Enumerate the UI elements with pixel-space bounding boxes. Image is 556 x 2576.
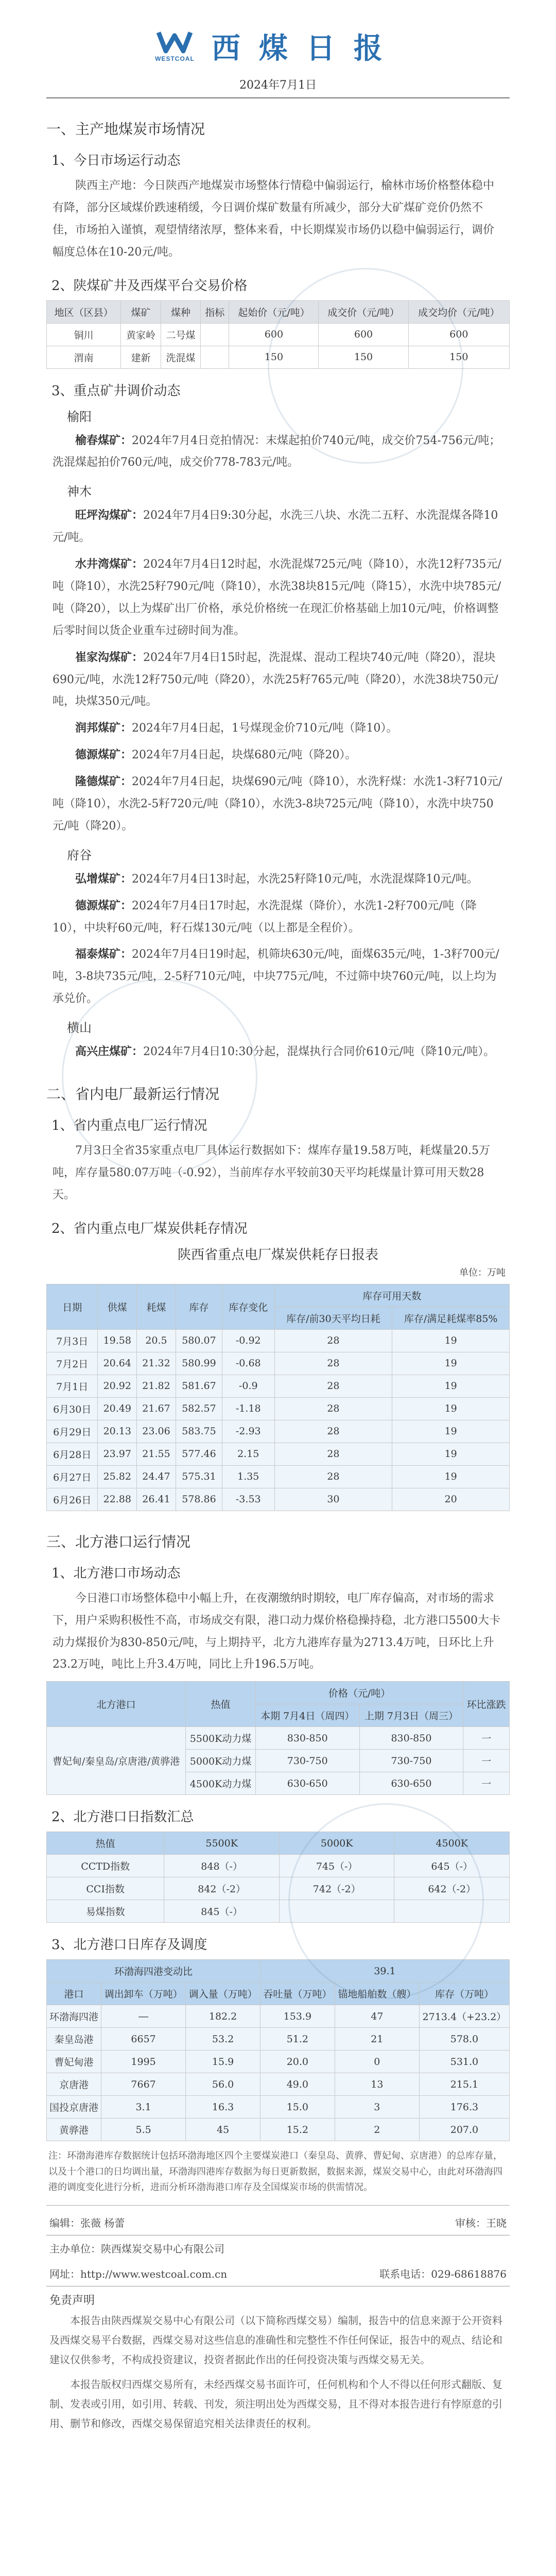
mine-name: 旺坪沟煤矿：	[75, 509, 144, 522]
table-cell: 洗混煤	[161, 346, 200, 368]
table-row	[47, 1329, 510, 1352]
table-cell: 6657	[101, 2028, 186, 2050]
table-cell: 22.88	[98, 1488, 137, 1511]
table-cell: 20	[392, 1488, 510, 1511]
table-header: 5500K	[164, 1832, 280, 1855]
table-header: 4500K	[394, 1832, 510, 1855]
table-cell: 5000K动力煤	[186, 1750, 256, 1772]
table-header: 热值	[47, 1832, 164, 1855]
table-header: 环渤海四港变动比	[47, 1960, 260, 1982]
mine-update	[53, 943, 503, 1010]
table-cell: 一	[463, 1727, 510, 1750]
table-row	[47, 2028, 510, 2050]
section-title: 二、省内电厂最新运行情况	[46, 1086, 220, 1103]
subsection-title: 1、省内重点电厂运行情况	[51, 1118, 207, 1134]
mine-update	[53, 1041, 503, 1063]
mine-name: 弘增煤矿：	[75, 872, 132, 886]
westcoal-logo	[155, 30, 195, 62]
mine-update	[53, 553, 503, 642]
table-row	[47, 2096, 510, 2119]
table-cell: 19	[392, 1352, 510, 1375]
table-cell: 842（-2）	[164, 1877, 280, 1900]
mine-detail: 2024年7月4日12时起，水洗混煤725元/吨（降10），水洗12籽735元/吨（降10），水洗25籽790元/吨（降10），水洗38块815元/吨（降15），水洗中块785元/吨（降20），以上为煤矿出厂价格，承兑价格统一在现汇价格基础上加10元/吨，价格调整后零时间以货企业重车过磅时间为准。	[53, 558, 501, 637]
region-heading: 神木	[67, 484, 92, 499]
table-cell: 渭南	[47, 346, 121, 368]
table-header-row	[47, 1982, 510, 2005]
table-cell: 21.67	[137, 1397, 176, 1420]
table-header: 价格（元/吨）	[255, 1682, 463, 1704]
table-cell: 600	[408, 323, 509, 346]
table-cell: 51.2	[260, 2028, 335, 2050]
table-cell: 21.32	[137, 1352, 176, 1375]
table-header: 库存	[176, 1284, 222, 1329]
table-header-row	[47, 1960, 510, 1982]
table-cell: 7月3日	[47, 1329, 98, 1352]
table-cell: 一	[463, 1772, 510, 1795]
table-cell: 环渤海四港	[47, 2005, 101, 2028]
mine-name: 榆春煤矿：	[75, 433, 132, 447]
subsection-title: 3、北方港口日库存及调度	[51, 1937, 207, 1953]
table-cell: 1995	[101, 2050, 186, 2073]
table-cell: 56.0	[186, 2073, 260, 2096]
mine-update	[53, 744, 503, 767]
table-cell: 28	[274, 1329, 392, 1352]
table-cell: 2.15	[222, 1443, 275, 1465]
disclaimer-title: 免责声明	[49, 2294, 95, 2308]
mine-update	[53, 771, 503, 838]
table-cell: 19	[392, 1465, 510, 1488]
table-header: 39.1	[260, 1960, 509, 1982]
table-cell: 19	[392, 1443, 510, 1465]
table-cell	[201, 346, 229, 368]
mine-price-table	[46, 300, 510, 369]
subsection-title: 1、今日市场运行动态	[51, 153, 181, 168]
table-cell: 秦皇岛港	[47, 2028, 101, 2050]
table-cell: 25.82	[98, 1465, 137, 1488]
port-index-table	[46, 1832, 510, 1923]
table-cell: 易煤指数	[47, 1900, 164, 1923]
table-cell: 7月2日	[47, 1352, 98, 1375]
table-cell: -1.18	[222, 1397, 275, 1420]
port-inventory-table	[46, 1959, 510, 2141]
table-cell: 630-650	[359, 1772, 463, 1795]
table-row	[47, 1855, 510, 1877]
table-cell: 23.06	[137, 1420, 176, 1443]
phone-text: 联系电话：029-68618876	[379, 2268, 507, 2281]
table-cell: CCI指数	[47, 1877, 164, 1900]
table-cell: 6月29日	[47, 1420, 98, 1443]
table-cell: 2713.4（+23.2）	[419, 2005, 509, 2028]
table-cell: 600	[229, 323, 319, 346]
table-header: 锚地船舶数（艘）	[335, 1982, 419, 2005]
table-cell	[394, 1900, 510, 1923]
table-cell	[201, 323, 229, 346]
port-price-table	[46, 1681, 510, 1795]
table-cell: 176.3	[419, 2096, 509, 2119]
table-header: 成交价（元/吨）	[319, 300, 408, 323]
subsection-title: 1、北方港口市场动态	[51, 1565, 181, 1581]
table-header: 起始价（元/吨）	[229, 300, 319, 323]
disclaimer-text: 本报告由陕西煤炭交易中心有限公司（以下简称西煤交易）编制，报告中的信息来源于公开资料及西煤交易平台数据，西煤交易对这些信息的准确性和完整性不作任何保证，报告中的观点、结论和建议仅供参考，不构成投资建议，投资者据此作出的任何投资决策与西煤交易无关。	[49, 2314, 502, 2366]
mine-update	[53, 647, 503, 714]
table-cell: 19	[392, 1397, 510, 1420]
table-header: 煤矿	[121, 300, 161, 323]
table-cell: 21.55	[137, 1443, 176, 1465]
table-row	[47, 1465, 510, 1488]
table-cell: -0.92	[222, 1329, 275, 1352]
table-cell: 20.64	[98, 1352, 137, 1375]
table-cell: 15.0	[260, 2096, 335, 2119]
table-cell: 150	[408, 346, 509, 368]
table-cell: 577.46	[176, 1443, 222, 1465]
mine-detail: 2024年7月4日15时起，洗混煤、混动工程块740元/吨（降20），混块690元/吨，水洗12籽750元/吨（降20），水洗25籽765元/吨（降20），水洗38块750元/吨，块煤350元/吨。	[53, 651, 498, 708]
table-cell: 642（-2）	[394, 1877, 510, 1900]
table-cell: 745（-）	[279, 1855, 394, 1877]
table-cell: 830-850	[359, 1727, 463, 1750]
table-cell: 曹妃甸/秦皇岛/京唐港/黄骅港	[47, 1727, 186, 1795]
table-cell: 26.41	[137, 1488, 176, 1511]
paragraph: 陕西主产地：今日陕西产地煤炭市场整体行情稳中偏弱运行，榆林市场价格整体稳中有降，部分区域煤价跌速稍缓，今日调价煤矿数量有所减少，部分大矿煤矿竞价仍然不佳，市场拍入谨慎，观望情绪浓厚，整体来看，中长期煤炭市场仍以稳中偏弱运行，调价幅度总体在10-20元/吨。	[53, 179, 495, 259]
table-cell: 京唐港	[47, 2073, 101, 2096]
table-row	[47, 1420, 510, 1443]
table-cell: 一	[463, 1750, 510, 1772]
table-row	[47, 1877, 510, 1900]
table-header: 煤种	[161, 300, 200, 323]
table-cell: -3.53	[222, 1488, 275, 1511]
table-cell: 580.07	[176, 1329, 222, 1352]
table-row	[47, 1375, 510, 1397]
table-cell: 645（-）	[394, 1855, 510, 1877]
table-header: 成交均价（元/吨）	[408, 300, 509, 323]
table-title: 陕西省重点电厂煤炭供耗存日报表	[177, 1247, 378, 1263]
subsection-title: 2、陕煤矿井及西煤平台交易价格	[51, 278, 248, 294]
table-cell: -0.68	[222, 1352, 275, 1375]
mine-detail: 2024年7月4日9:30分起，水洗三八块、水洗二五籽、水洗混煤各降10元/吨。	[53, 509, 498, 545]
mine-name: 德源煤矿：	[75, 748, 132, 762]
table-header: 库存变化	[222, 1284, 275, 1329]
table-cell: 6月28日	[47, 1443, 98, 1465]
table-cell: 150	[229, 346, 319, 368]
mine-detail: 2024年7月4日10:30分起，混煤执行合同价610元/吨（降10元/吨）。	[143, 1045, 495, 1059]
mine-detail: 2024年7月4日起，块煤680元/吨（降20）。	[132, 749, 357, 762]
table-cell: 铜川	[47, 323, 121, 346]
table-cell: 53.2	[186, 2028, 260, 2050]
mine-detail: 2024年7月4日起，块煤690元/吨（降10），水洗籽煤：水洗1-3籽710元/吨（降10），水洗2-5籽720元/吨（降10），水洗3-8块725元/吨（降10），水洗中块750元/吨（降20）。	[53, 775, 502, 833]
table-cell: 4500K动力煤	[186, 1772, 256, 1795]
mine-name: 润邦煤矿：	[75, 721, 132, 735]
table-cell: 28	[274, 1375, 392, 1397]
table-cell: 国投京唐港	[47, 2096, 101, 2119]
table-cell: 153.9	[260, 2005, 335, 2028]
table-header: 环比涨跌	[463, 1682, 510, 1727]
table-row	[47, 323, 510, 346]
table-cell: 28	[274, 1352, 392, 1375]
table-cell: 13	[335, 2073, 419, 2096]
mine-name: 德源煤矿：	[75, 899, 132, 912]
table-header: 5000K	[279, 1832, 394, 1855]
mine-update	[53, 868, 503, 891]
table-header: 库存可用天数	[274, 1284, 509, 1307]
table-cell: 150	[319, 346, 408, 368]
table-cell: 19	[392, 1375, 510, 1397]
region-heading: 横山	[67, 1021, 92, 1036]
table-header-row	[47, 300, 510, 323]
section-title: 一、主产地煤炭市场情况	[46, 121, 205, 138]
table-cell: 5.5	[101, 2119, 186, 2141]
table-header: 库存（万吨）	[419, 1982, 509, 2005]
footer-editors	[46, 2210, 510, 2235]
mine-update	[53, 430, 503, 474]
subsection-title: 3、重点矿井调价动态	[51, 383, 181, 399]
table-header: 库存/前30天平均日耗	[274, 1307, 392, 1329]
masthead-title: 西煤日报	[211, 31, 401, 65]
table-cell: 21.82	[137, 1375, 176, 1397]
table-row	[47, 1443, 510, 1465]
table-cell: 581.67	[176, 1375, 222, 1397]
editor-credit: 编辑：张薇 杨蕾	[49, 2217, 125, 2230]
table-cell: 582.57	[176, 1397, 222, 1420]
table-header: 港口	[47, 1982, 101, 2005]
table-cell: 19	[392, 1329, 510, 1352]
table-cell: ―	[101, 2005, 186, 2028]
table-cell: 2	[335, 2119, 419, 2141]
mine-name: 隆德煤矿：	[75, 775, 132, 789]
table-cell: 15.9	[186, 2050, 260, 2073]
table-cell: 7月1日	[47, 1375, 98, 1397]
website-link[interactable]: 网址：http://www.westcoal.com.cn	[49, 2268, 228, 2281]
report-header	[46, 21, 510, 98]
table-cell: 7667	[101, 2073, 186, 2096]
subsection-title: 2、省内重点电厂煤炭供耗存情况	[51, 1221, 248, 1236]
table-row	[47, 2119, 510, 2141]
table-cell: 0	[335, 2050, 419, 2073]
table-cell: 建新	[121, 346, 161, 368]
table-header: 吞吐量（万吨）	[260, 1982, 335, 2005]
logo-icon	[157, 30, 193, 54]
mine-update	[53, 717, 503, 740]
table-cell: 45	[186, 2119, 260, 2141]
table-cell: 20.13	[98, 1420, 137, 1443]
table-cell: 830-850	[255, 1727, 359, 1750]
footer-contact	[46, 2261, 510, 2286]
mine-detail: 2024年7月4日19时起，机筛块630元/吨，面煤635元/吨，1-3籽700元/吨，3-8块735元/吨，2-5籽710元/吨，中块775元/吨，不过筛中块760元/吨，以上均为承兑价。	[53, 948, 499, 1006]
table-cell: 630-650	[255, 1772, 359, 1795]
mine-detail: 2024年7月4日起，1号煤现金价710元/吨（降10）。	[132, 722, 398, 735]
table-cell: 二号煤	[161, 323, 200, 346]
table-cell: 531.0	[419, 2050, 509, 2073]
reviewer-credit: 审核：王晓	[455, 2217, 507, 2230]
footer-sponsor	[46, 2235, 510, 2261]
table-header-row	[47, 1284, 510, 1307]
table-cell: 黄家岭	[121, 323, 161, 346]
table-header: 日期	[47, 1284, 98, 1329]
table-header: 调出卸车（万吨）	[101, 1982, 186, 2005]
mine-name: 福泰煤矿：	[75, 947, 132, 961]
disclaimer-text: 本报告版权归西煤交易所有，未经西煤交易书面许可，任何机构和个人不得以任何形式翻版、复制、发表或引用，如引用、转载、刊发，须注明出处为西煤交易，且不得对本报告进行有悖原意的引用、删节和修改，西煤交易保留追究相关法律责任的权利。	[49, 2378, 502, 2430]
table-cell	[279, 1900, 394, 1923]
table-cell: 730-750	[255, 1750, 359, 1772]
table-header: 上期 7月3日（周三）	[359, 1704, 463, 1727]
table-header: 北方港口	[47, 1682, 186, 1727]
table-row	[47, 1488, 510, 1511]
table-header: 热值	[186, 1682, 256, 1727]
table-cell: 6月27日	[47, 1465, 98, 1488]
table-row	[47, 2005, 510, 2028]
table-cell: 580.99	[176, 1352, 222, 1375]
paragraph: 今日港口市场整体稳中小幅上升，在夜潮缴纳时期较，电厂库存偏高，对市场的需求下，用户采购积极性不高，市场成交有限，港口动力煤价格稳操持稳，北方港口5500大卡动力煤报价为830-850元/吨，与上期持平，北方九港库存量为2713.4万吨，日环比上升23.2万吨，吨比上升3.4万吨，同比上升196.5万吨。	[53, 1591, 500, 1671]
region-heading: 府谷	[67, 848, 92, 862]
table-cell: 583.75	[176, 1420, 222, 1443]
table-cell: 600	[319, 323, 408, 346]
table-header: 本期 7月4日（周四）	[255, 1704, 359, 1727]
footer-divider	[46, 2205, 510, 2206]
mine-name: 高兴庄煤矿：	[75, 1045, 144, 1059]
mine-detail: 2024年7月4日17时起，水洗混煤（降价），水洗1-2籽700元/吨（降10），中块籽60元/吨，籽石煤130元/吨（以上都是全程价）。	[53, 899, 477, 935]
table-cell: 24.47	[137, 1465, 176, 1488]
table-row	[47, 2050, 510, 2073]
power-plant-table	[46, 1284, 510, 1511]
mine-name: 水井湾煤矿：	[75, 557, 144, 571]
table-header: 供煤	[98, 1284, 137, 1329]
table-cell: 182.2	[186, 2005, 260, 2028]
table-cell: 23.97	[98, 1443, 137, 1465]
table-cell: 30	[274, 1488, 392, 1511]
paragraph: 7月3日全省35家重点电厂具体运行数据如下：煤库存量19.58万吨，耗煤量20.5万吨，库存量580.07万吨（-0.92），当前库存水平较前30天平均耗煤量计算可用天数28天。	[53, 1144, 490, 1201]
brand-text: WESTCOAL	[155, 55, 195, 62]
table-cell: 5500K动力煤	[186, 1727, 256, 1750]
table-cell: 16.3	[186, 2096, 260, 2119]
table-cell: 207.0	[419, 2119, 509, 2141]
table-cell: 28	[274, 1397, 392, 1420]
table-cell: 20.0	[260, 2050, 335, 2073]
subsection-title: 2、北方港口日指数汇总	[51, 1809, 194, 1825]
table-row	[47, 2073, 510, 2096]
mine-detail: 2024年7月4日竞拍情况：末煤起拍价740元/吨，成交价754-756元/吨；洗混煤起拍价760元/吨，成交价778-783元/吨。	[53, 434, 501, 469]
table-cell: 3	[335, 2096, 419, 2119]
table-cell: 848（-）	[164, 1855, 280, 1877]
table-header: 指标	[201, 300, 229, 323]
table-cell: 6月30日	[47, 1397, 98, 1420]
mine-detail: 2024年7月4日13时起，水洗25籽降10元/吨，水洗混煤降10元/吨。	[132, 872, 478, 886]
table-cell: 215.1	[419, 2073, 509, 2096]
table-cell: 28	[274, 1443, 392, 1465]
table-cell: 28	[274, 1420, 392, 1443]
table-cell: 15.2	[260, 2119, 335, 2141]
table-header-row	[47, 1832, 510, 1855]
table-cell: 730-750	[359, 1750, 463, 1772]
mine-update	[53, 895, 503, 940]
table-header-row	[47, 1682, 510, 1704]
table-cell: 曹妃甸港	[47, 2050, 101, 2073]
table-cell: 578.0	[419, 2028, 509, 2050]
mine-update	[53, 504, 503, 549]
region-heading: 榆阳	[67, 409, 92, 424]
table-cell: 845（-）	[164, 1900, 280, 1923]
table-cell: 20.5	[137, 1329, 176, 1352]
mine-name: 崔家沟煤矿：	[75, 650, 144, 664]
table-row	[47, 346, 510, 368]
table-cell: -2.93	[222, 1420, 275, 1443]
table-cell: CCTD指数	[47, 1855, 164, 1877]
table-row	[47, 1727, 510, 1750]
table-cell: 19	[392, 1420, 510, 1443]
table-cell: 578.86	[176, 1488, 222, 1511]
table-cell: 20.92	[98, 1375, 137, 1397]
section-title: 三、北方港口运行情况	[46, 1533, 191, 1550]
table-cell: 49.0	[260, 2073, 335, 2096]
table-row	[47, 1900, 510, 1923]
table-cell: 742（-2）	[279, 1877, 394, 1900]
table-header: 地区（区县）	[47, 300, 121, 323]
table-cell: 19.58	[98, 1329, 137, 1352]
table-cell: 黄骅港	[47, 2119, 101, 2141]
issue-date: 2024年7月1日	[46, 76, 510, 98]
table-header: 耗煤	[137, 1284, 176, 1329]
table-header: 库存/满足耗煤率85%	[392, 1307, 510, 1329]
table-cell: -0.9	[222, 1375, 275, 1397]
table-body	[47, 1329, 510, 1511]
table-unit: 单位：万吨	[459, 1267, 506, 1278]
table-cell: 28	[274, 1465, 392, 1488]
table-cell: 3.1	[101, 2096, 186, 2119]
table-cell: 6月26日	[47, 1488, 98, 1511]
sponsor-text: 主办单位：陕西煤炭交易中心有限公司	[49, 2243, 224, 2256]
table-cell: 47	[335, 2005, 419, 2028]
table-cell: 21	[335, 2028, 419, 2050]
table-cell: 1.35	[222, 1465, 275, 1488]
table-cell: 20.49	[98, 1397, 137, 1420]
table-note: 注：环渤海港库存数据统计包括环渤海地区四个主要煤炭港口（秦皇岛、黄骅、曹妃甸、京唐港）的总库存量，以及十个港口的日均调出量，环渤海四港库存数据为每日更新数据，数据来源，煤炭交易中心，由此对环渤海四港的调度变化进行分析，进而分析环渤海港口库存及全国煤炭市场的供需情况。	[48, 2150, 502, 2193]
table-header: 调入量（万吨）	[186, 1982, 260, 2005]
table-cell: 575.31	[176, 1465, 222, 1488]
table-row	[47, 1397, 510, 1420]
table-body	[47, 2005, 510, 2141]
table-row	[47, 1352, 510, 1375]
